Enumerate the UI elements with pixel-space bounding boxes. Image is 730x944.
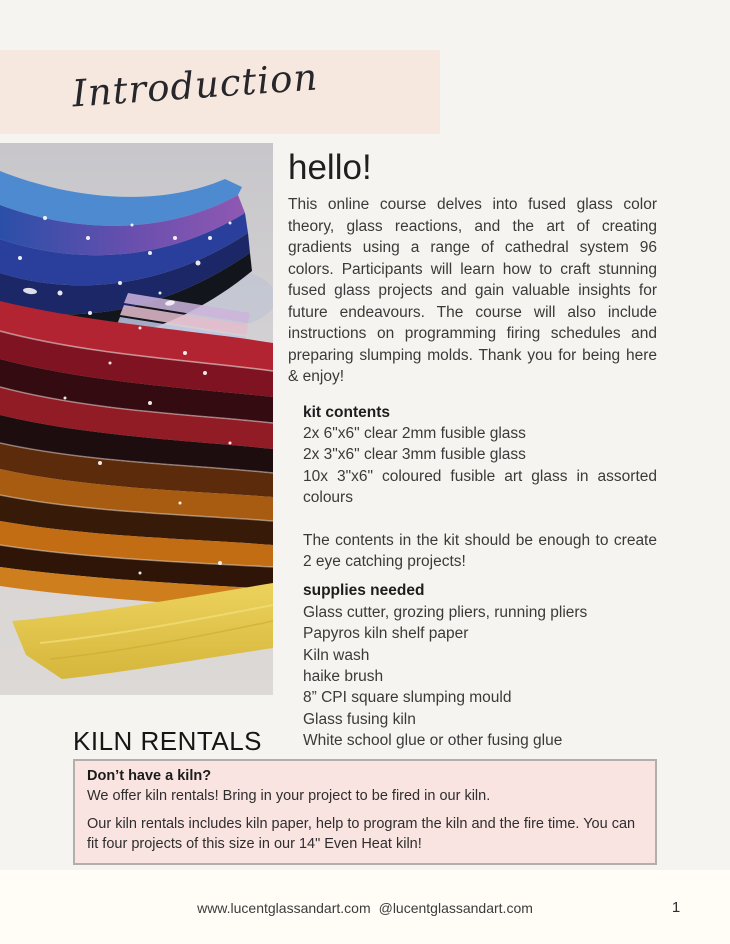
supplies-item: White school glue or other fusing glue: [303, 732, 563, 750]
kiln-rentals-box: [73, 759, 657, 865]
kit-item: 2x 3"x6" clear 3mm fusible glass: [303, 446, 526, 464]
intro-banner: [0, 50, 440, 134]
supplies-item: 8” CPI square slumping mould: [303, 689, 512, 707]
supplies-needed-heading: supplies needed: [303, 582, 425, 600]
supplies-item: Glass fusing kiln: [303, 710, 416, 728]
kit-item: 10x 3"x6" coloured fusible art glass in assorted colours: [303, 467, 657, 507]
hello-heading: hello!: [288, 148, 372, 187]
kiln-box-title: Don’t have a kiln?: [87, 768, 212, 784]
kiln-box-line2: Our kiln rentals includes kiln paper, help to program the kiln and the fire time. You can fit four projects of this size in our 14" Even Heat kiln!: [87, 816, 636, 852]
glass-photo: [0, 143, 273, 695]
footer-links: [0, 900, 730, 916]
footer-website: www.lucentglassandart.com: [197, 900, 371, 916]
supplies-item: Kiln wash: [303, 646, 370, 664]
kit-note: The contents in the kit should be enough to create 2 eye catching projects!: [303, 531, 657, 570]
page-footer: [0, 870, 730, 944]
supplies-item: Papyros kiln shelf paper: [303, 625, 469, 643]
glass-photo-art: [0, 143, 273, 695]
footer-social: @lucentglassandart.com: [378, 900, 533, 916]
kit-item: 2x 6"x6" clear 2mm fusible glass: [303, 424, 526, 442]
kiln-rentals-heading: KILN RENTALS: [73, 726, 263, 756]
spacer: [303, 509, 657, 530]
kit-and-supplies: [303, 402, 657, 752]
supplies-item: Glass cutter, grozing pliers, running pliers: [303, 603, 588, 621]
kit-contents-heading: kit contents: [303, 403, 390, 421]
banner-title: Introduction: [70, 55, 320, 116]
intro-paragraph: This online course delves into fused glass color theory, glass reactions, and the art of creating gradients using a range of cathedral system 96 colors. Participants will learn how to craft stunning fused glass projects and gain valuable insights for future endeavours. The course will also include instructions on programming firing schedules and preparing slumping molds. Thank you for being here & enjoy!: [288, 196, 657, 385]
kiln-box-line1: We offer kiln rentals! Bring in your project to be fired in our kiln.: [87, 788, 491, 804]
spacer: [303, 572, 657, 580]
page-number: 1: [671, 899, 681, 916]
main-content: [288, 146, 657, 752]
supplies-item: haike brush: [303, 667, 384, 685]
